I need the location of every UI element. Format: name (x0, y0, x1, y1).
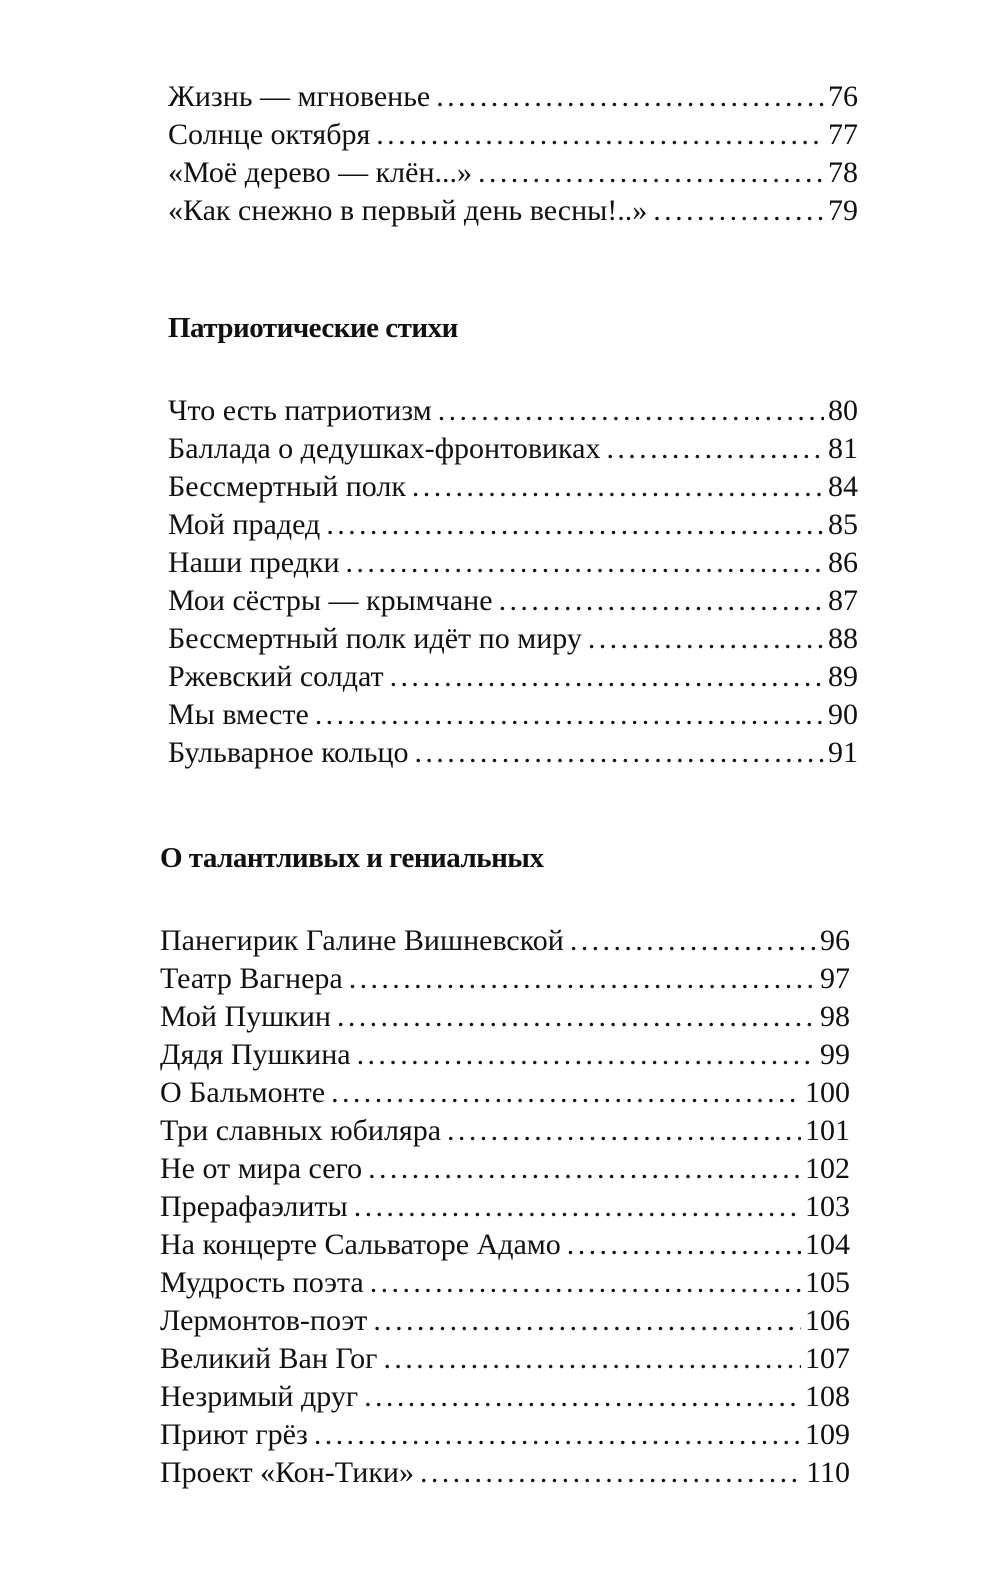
dot-leader (331, 1074, 801, 1112)
toc-entry (160, 1226, 850, 1264)
dot-leader (447, 1112, 801, 1150)
toc-entry-page: 96 (820, 924, 850, 957)
toc-entry (168, 116, 858, 154)
toc-entry-page: 76 (828, 80, 858, 113)
toc-entry (168, 78, 858, 116)
toc-entry-title: Мой Пушкин (160, 1000, 331, 1033)
toc-entry (160, 1378, 850, 1416)
toc-entry (168, 620, 858, 658)
toc-entry (160, 1340, 850, 1378)
toc-entry-title: Ржевский солдат (168, 660, 384, 693)
toc-entry-title: «Моё дерево — клён...» (168, 156, 473, 189)
dot-leader (364, 1378, 801, 1416)
dot-leader (357, 1036, 816, 1074)
toc-entry (160, 1302, 850, 1340)
toc-entry-page: 79 (828, 194, 858, 227)
toc-entry-title: Великий Ван Гог (160, 1342, 378, 1375)
toc-entry (168, 696, 858, 734)
toc-entry-title: Бессмертный полк (168, 470, 406, 503)
dot-leader (436, 78, 824, 116)
toc-entry (160, 1036, 850, 1074)
toc-entry-title: Бульварное кольцо (168, 736, 409, 769)
toc-entry (168, 392, 858, 430)
toc-entry-title: Мудрость поэта (160, 1266, 364, 1299)
toc-entry (160, 1150, 850, 1188)
toc-entry (160, 1264, 850, 1302)
dot-leader (390, 658, 824, 696)
toc-entry (168, 658, 858, 696)
toc-entry-title: «Как снежно в первый день весны!..» (168, 194, 648, 227)
dot-leader (567, 1226, 801, 1264)
dot-leader (653, 192, 824, 230)
toc-entry-page: 89 (828, 660, 858, 693)
dot-leader (499, 582, 824, 620)
toc-entry-page: 102 (805, 1152, 850, 1185)
toc-entry-title: Дядя Пушкина (160, 1038, 351, 1071)
toc-entry-title: Жизнь — мгновенье (168, 80, 431, 113)
dot-leader (337, 998, 816, 1036)
toc-entry-title: Приют грёз (160, 1418, 308, 1451)
toc-entry-page: 80 (828, 394, 858, 427)
toc-entry-page: 109 (805, 1418, 850, 1451)
toc-entry-page: 77 (828, 118, 858, 151)
toc-entry-title: Наши предки (168, 546, 340, 579)
dot-leader (346, 544, 824, 582)
toc-entry (168, 192, 858, 230)
toc-entry (160, 960, 850, 998)
dot-leader (354, 1188, 801, 1226)
toc-entry-title: Театр Вагнера (160, 962, 343, 995)
toc-entry-page: 86 (828, 546, 858, 579)
toc-entry-title: Солнце октября (168, 118, 371, 151)
toc-entry-page: 106 (805, 1304, 850, 1337)
toc-entry-page: 85 (828, 508, 858, 541)
toc-entry-page: 78 (828, 156, 858, 189)
toc-entry-page: 100 (805, 1076, 850, 1109)
toc-section-continued (168, 78, 858, 230)
toc-entry-title: Бессмертный полк идёт по миру (168, 622, 582, 655)
toc-entry-title: На концерте Сальваторе Адамо (160, 1228, 561, 1261)
toc-entry-title: Мой прадед (168, 508, 321, 541)
toc-entry-title: Три славных юбиляра (160, 1114, 442, 1147)
dot-leader (420, 1454, 802, 1492)
dot-leader (570, 922, 816, 960)
toc-entry-page: 104 (805, 1228, 850, 1261)
dot-leader (383, 1340, 801, 1378)
dot-leader (606, 430, 824, 468)
toc-entry (160, 1188, 850, 1226)
toc-entry-page: 98 (820, 1000, 850, 1033)
toc-entry-title: Незримый друг (160, 1380, 359, 1413)
toc-entry (160, 922, 850, 960)
dot-leader (376, 116, 824, 154)
toc-entry-page: 84 (828, 470, 858, 503)
toc-entry-title: Панегирик Галине Вишневской (160, 924, 564, 957)
toc-entry (168, 430, 858, 468)
dot-leader (478, 154, 824, 192)
toc-entry (160, 998, 850, 1036)
toc-entry (168, 582, 858, 620)
toc-entry-title: Мои сёстры — крымчане (168, 584, 493, 617)
toc-entry-title: Прерафаэлиты (160, 1190, 348, 1223)
toc-entry-title: Проект «Кон-Тики» (160, 1456, 414, 1489)
toc-entry-page: 107 (805, 1342, 850, 1375)
dot-leader (314, 1416, 801, 1454)
toc-entry (168, 154, 858, 192)
toc-entry-title: Что есть патриотизм (168, 394, 432, 427)
dot-leader (368, 1150, 801, 1188)
dot-leader (326, 506, 824, 544)
toc-entry (160, 1074, 850, 1112)
toc-section-patriotic (168, 310, 858, 772)
dot-leader (349, 960, 816, 998)
toc-entry-page: 108 (805, 1380, 850, 1413)
toc-entry-page: 90 (828, 698, 858, 731)
toc-entry (160, 1416, 850, 1454)
toc-entry-title: Мы вместе (168, 698, 309, 731)
toc-entry (168, 468, 858, 506)
toc-entry-title: Баллада о дедушках-фронтовиках (168, 432, 601, 465)
dot-leader (588, 620, 824, 658)
dot-leader (373, 1302, 801, 1340)
toc-entry-title: О Бальмонте (160, 1076, 326, 1109)
toc-entry (160, 1112, 850, 1150)
toc-entry-page: 103 (805, 1190, 850, 1223)
dot-leader (412, 468, 824, 506)
section-heading: О талантливых и гениальных (160, 842, 544, 874)
toc-entry (168, 544, 858, 582)
toc-entry-page: 97 (820, 962, 850, 995)
toc-entry-page: 101 (805, 1114, 850, 1147)
dot-leader (438, 392, 824, 430)
toc-entry-page: 105 (805, 1266, 850, 1299)
toc-entry-page: 91 (828, 736, 858, 769)
toc-entry (168, 506, 858, 544)
toc-entry (160, 1454, 850, 1492)
toc-entry-page: 81 (828, 432, 858, 465)
toc-entry-page: 87 (828, 584, 858, 617)
toc-entry-page: 99 (820, 1038, 850, 1071)
toc-section-talented (160, 840, 850, 1492)
dot-leader (370, 1264, 801, 1302)
toc-entry (168, 734, 858, 772)
toc-entry-page: 110 (806, 1456, 850, 1489)
dot-leader (415, 734, 825, 772)
toc-entry-title: Не от мира сего (160, 1152, 363, 1185)
toc-entry-title: Лермонтов-поэт (160, 1304, 368, 1337)
dot-leader (315, 696, 824, 734)
section-heading: Патриотические стихи (168, 312, 458, 344)
toc-entry-page: 88 (828, 622, 858, 655)
